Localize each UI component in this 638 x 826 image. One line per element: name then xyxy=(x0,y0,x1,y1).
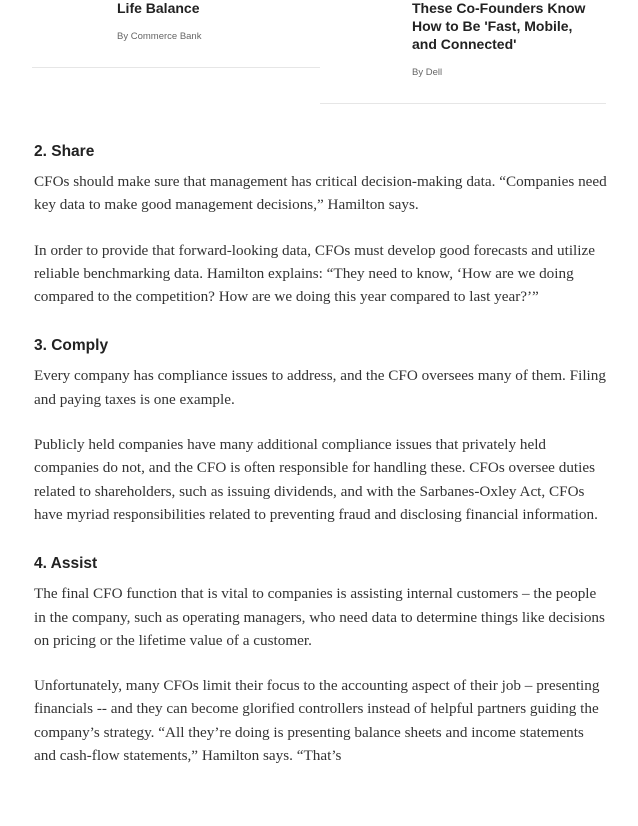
related-article-title[interactable]: These Co-Founders Know How to Be 'Fast, Mobile, and Connected' xyxy=(412,0,586,52)
related-articles xyxy=(0,0,638,110)
related-article-title[interactable]: Life Balance xyxy=(117,0,200,16)
paragraph: The final CFO function that is vital to companies is assisting internal customers – the people in the company, such as operating managers, who need data to determine things like decisions on pricing or the lifetime value of a customer. xyxy=(34,585,605,649)
related-article-card[interactable] xyxy=(320,0,606,104)
section-heading-share: 2. Share xyxy=(34,143,95,160)
section-heading-assist: 4. Assist xyxy=(34,555,98,573)
related-article-byline: By Dell xyxy=(412,67,443,78)
paragraph: In order to provide that forward-looking data, CFOs must develop good forecasts and utilize reliable benchmarking data. Hamilton explains: “They need to know, ‘How are we doing compared to the competition? How are we doing this year compared to last year?’” xyxy=(34,241,595,306)
paragraph: Every company has compliance issues to address, and the CFO oversees many of them. Filing and paying taxes is one example. xyxy=(34,367,606,408)
paragraph: CFOs should make sure that management has critical decision-making data. “Companies need key data to make good management decisions,” Hamilton says. xyxy=(34,173,607,214)
related-article-card[interactable] xyxy=(32,0,320,68)
paragraph: Publicly held companies have many additional compliance issues that privately held companies do not, and the CFO is often responsible for handling these. CFOs oversee duties related to shareholders, such as issuing dividends, and with the Sarbanes-Oxley Act, CFOs have myriad responsibilities related to preventing fraud and disclosing financial information. xyxy=(34,436,598,523)
section-heading-comply: 3. Comply xyxy=(34,337,109,355)
paragraph: Unfortunately, many CFOs limit their focus to the accounting aspect of their job – presenting financials -- and they can become glorified controllers instead of helpful partners guiding the company’s strategy. “All they’re doing is presenting balance sheets and income statements and cash-flow statements,” Hamilton says. “That’s xyxy=(34,677,600,765)
article-body xyxy=(34,142,609,789)
related-article-byline: By Commerce Bank xyxy=(117,31,202,42)
